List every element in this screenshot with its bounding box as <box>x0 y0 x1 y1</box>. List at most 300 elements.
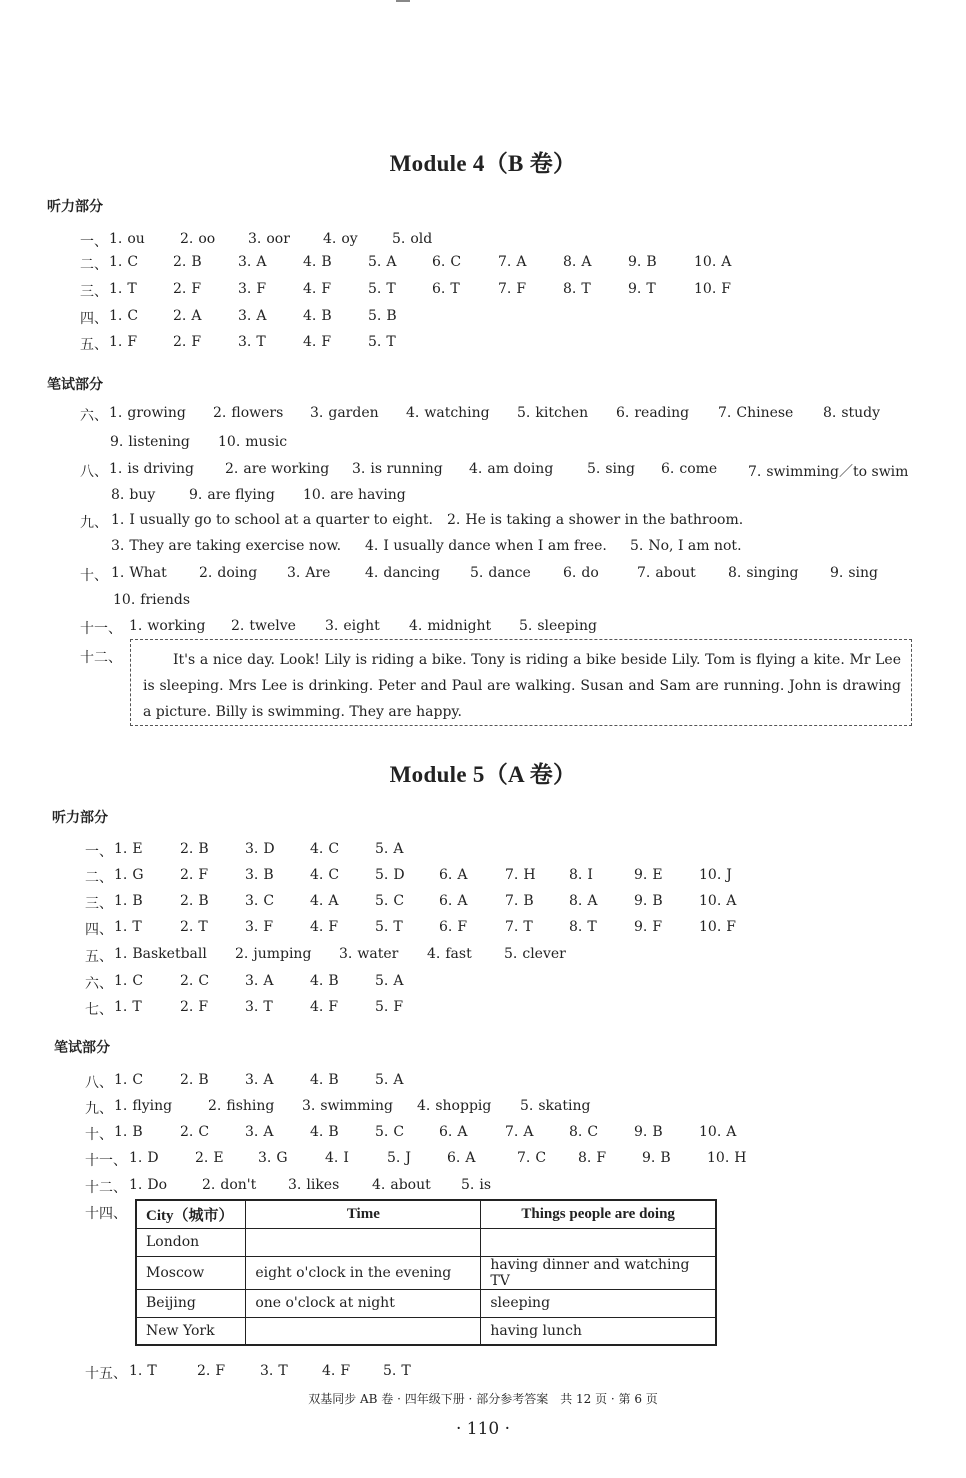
answer-number: 5. <box>520 1098 534 1114</box>
answer-item <box>339 946 398 962</box>
answer-number: 6. <box>439 919 453 935</box>
answer-item <box>699 867 732 883</box>
answer-value: come <box>679 461 718 477</box>
answer-item <box>310 999 338 1015</box>
answer-item <box>642 1150 671 1166</box>
answer-item <box>310 919 338 935</box>
answer-number: 8. <box>569 919 583 935</box>
answer-item <box>114 999 142 1015</box>
answer-item <box>109 405 186 421</box>
answer-number: 1. <box>114 867 128 883</box>
answer-value: swimming <box>320 1098 394 1114</box>
answer-row <box>80 487 900 507</box>
answer-item <box>129 1363 157 1379</box>
answer-value: G <box>132 867 144 883</box>
answer-number: 5. <box>375 1072 389 1088</box>
table-cell: sleeping <box>481 1289 716 1317</box>
answer-item <box>830 565 878 581</box>
answer-number: 3. <box>245 919 259 935</box>
answer-item <box>114 841 143 857</box>
answer-item <box>563 565 599 581</box>
answer-item <box>180 919 208 935</box>
answer-value: F <box>516 281 527 297</box>
answer-item <box>114 867 144 883</box>
answer-item <box>235 946 311 962</box>
answer-item <box>245 1072 273 1088</box>
answer-item <box>699 919 736 935</box>
answer-number: 3. <box>238 308 252 324</box>
answer-item <box>245 1124 273 1140</box>
answer-value: oy <box>341 231 358 247</box>
answer-number: 2. <box>235 946 249 962</box>
answer-item <box>114 893 143 909</box>
table-cell: having lunch <box>481 1317 716 1345</box>
answer-value: B <box>328 1124 339 1140</box>
answer-number: 5. <box>587 461 601 477</box>
answer-value: T <box>278 1363 288 1379</box>
answer-number: 4. <box>372 1177 386 1193</box>
answer-item <box>173 334 201 350</box>
answer-item <box>694 254 731 270</box>
answer-item <box>109 254 138 270</box>
answer-number: 4. <box>409 618 423 634</box>
answer-item <box>173 254 202 270</box>
answer-number: 9. <box>110 434 124 450</box>
answer-number: 1. <box>129 1150 143 1166</box>
answer-row <box>80 618 900 638</box>
answer-value: water <box>357 946 399 962</box>
answer-item <box>587 461 635 477</box>
answer-number: 9. <box>634 919 648 935</box>
answer-item <box>213 405 283 421</box>
answer-item <box>375 1072 403 1088</box>
answer-item <box>517 1150 546 1166</box>
answer-row <box>85 1124 900 1144</box>
answer-item <box>310 405 379 421</box>
answer-page: Module 4（B 卷） 听力部分 笔试部分 一、 1. ou 2. oo 3. oor 4. oy 5. old 二、 1. C 2. B 3. A 4. B 5. A 6. C 7. A 8. A 9. B 10. A 三、 1. T 2. F 3. F 4. F 5. T 6. T 7. F 8. T 9. T 10. F 四、 1. C 2. A 3. A 4. B 5. B 五、 1. F 2. F 3. T 4. F 5. T 六、 1. growing 2. flowers 3. garden 4. watching 5. kitchen 6. reading 7. Chinese 8. study 9. listening 10. music 八、 1. is driving 2. are working 3. is running 4. am doing 5. sing 6. come 7. swimming／to swim 8. buy 9. are flying 10. are having 九、 1. I usually go to school at a quarter to eight. 2. He is taking a shower in the bathroom. 3. They are taking exercise now. 4. I usually dance when I am free. 5. No, I am not. 十、 1. What 2. doing 3. Are 4. dancing 5. dance 6. do 7. about 8. singing 9. sing 10. friends 十一、 1. working 2. twelve 3. eight 4. midnight 5. sleeping 十二、 It's a nice day. Look! Lily is riding a bike. Tony is riding a bike beside Lily. Tom is flying a kite. Mr Lee is sleeping. Mrs Lee is drinking. Peter and Paul are walking. Susan and Sam are running. John is drawing a picture. Billy is swimming. They are happy. Module 5（A 卷） 听力部分 笔试部分 一、 1. E 2. B 3. D 4. C 5. A 二、 1. G 2. F 3. B 4. C 5. D 6. A 7. H 8. I 9. E 10. J 三、 1. B 2. B 3. C 4. A 5. C 6. A 7. B 8. A 9. B 10. A 四、 1. T 2. T 3. F 4. F 5. T 6. F 7. T 8. T 9. F 10. F 五、 1. Basketball 2. jumping 3. water 4. fast 5. clever 六、 1. C 2. C 3. A 4. B 5. A 七、 1. T 2. F 3. T 4. F 5. F 八、 1. C 2. B 3. A 4. B 5. A 九、 1. flying 2. fishing 3. swimming 4. shoppig 5. skating 十、 1. B 2. C 3. A 4. B 5. C 6. A 7. A 8. C 9. B 10. A 十一、 1. D 2. E 3. G 4. I 5. J 6. A 7. C 8. F 9. B 10. H 十二、 1. Do 2. don't 3. likes 4. about 5. is 十五、 1. T 2. F 3. T 4. F 5. T 十四、 City（城市） Time Things people are doing London Moscow eight o'clock in the evening having dinner and watching TV Beijing one o'clock at night sleeping New York having lunch 双基同步 AB 卷 · 四年级下册 · 部分参考答案 共 12 页 · 第 6 页 · 110 · <box>0 0 966 1478</box>
answer-item <box>288 1177 339 1193</box>
answer-row <box>85 999 900 1019</box>
answer-number: 2. <box>173 308 187 324</box>
answer-item <box>195 1150 224 1166</box>
answer-item <box>258 1150 288 1166</box>
answer-item <box>718 405 793 421</box>
answer-number: 7. <box>505 1124 519 1140</box>
answer-item <box>180 999 208 1015</box>
answer-value: B <box>198 841 209 857</box>
question-group-label: 四、 <box>80 311 108 327</box>
answer-item <box>517 405 588 421</box>
answer-number: 5. <box>368 254 382 270</box>
answer-item <box>439 893 467 909</box>
answer-number: 7. <box>498 281 512 297</box>
answer-number: 4. <box>469 461 483 477</box>
answer-number: 6. <box>563 565 577 581</box>
answer-value: T <box>401 1363 411 1379</box>
answer-number: 3. <box>245 867 259 883</box>
answer-item <box>505 919 533 935</box>
answer-item <box>114 1072 143 1088</box>
answer-value: C <box>393 1124 405 1140</box>
answer-item <box>375 999 403 1015</box>
answer-value: C <box>263 893 275 909</box>
answer-item <box>197 1363 225 1379</box>
top-mark <box>396 0 410 2</box>
answer-value: music <box>245 434 288 450</box>
answer-value: T <box>450 281 460 297</box>
answer-number: 9. <box>634 1124 648 1140</box>
answer-item <box>303 308 332 324</box>
answer-item <box>303 281 331 297</box>
answer-value: singing <box>746 565 799 581</box>
answer-number: 5. <box>375 841 389 857</box>
answer-number: 4. <box>325 1150 339 1166</box>
answer-number: 2. <box>180 893 194 909</box>
answer-number: 3. <box>302 1098 316 1114</box>
answer-item <box>368 308 397 324</box>
answer-row <box>80 281 900 301</box>
answer-number: 7. <box>505 919 519 935</box>
answer-item <box>310 893 338 909</box>
answer-value: Do <box>147 1177 168 1193</box>
answer-item <box>427 946 472 962</box>
table-header-time: Time <box>246 1200 481 1228</box>
answer-number: 6. <box>439 1124 453 1140</box>
answer-number: 5. <box>368 281 382 297</box>
answer-row <box>80 308 900 328</box>
table-cell <box>481 1228 716 1256</box>
answer-item <box>202 1177 256 1193</box>
answer-item <box>129 1177 167 1193</box>
answer-value: sing <box>605 461 635 477</box>
answer-value: F <box>127 334 138 350</box>
answer-item <box>287 565 330 581</box>
answer-item <box>375 1124 404 1140</box>
answer-item <box>245 867 274 883</box>
answer-value: D <box>393 867 405 883</box>
answer-number: 3. <box>248 231 262 247</box>
answer-value: working <box>147 618 206 634</box>
answer-number: 9. <box>830 565 844 581</box>
answer-value: C <box>127 254 139 270</box>
answer-item <box>325 1150 349 1166</box>
answer-number: 5. <box>375 1124 389 1140</box>
answer-item <box>199 565 257 581</box>
answer-value: garden <box>328 405 379 421</box>
answer-item <box>432 254 461 270</box>
answer-item <box>637 565 696 581</box>
question-group-label: 一、 <box>85 844 113 860</box>
question-group-label: 九、 <box>80 515 108 531</box>
answer-number: 4. <box>310 841 324 857</box>
answer-item <box>569 893 597 909</box>
answer-number: 8. <box>569 893 583 909</box>
answer-value: growing <box>127 405 186 421</box>
answer-value: clever <box>522 946 566 962</box>
answer-number: 1. <box>109 231 123 247</box>
answer-value: T <box>147 1363 157 1379</box>
answer-number: 1. <box>114 1098 128 1114</box>
answer-value: T <box>132 919 142 935</box>
answer-number: 2. <box>199 565 213 581</box>
answer-item <box>498 281 526 297</box>
answer-item <box>634 1124 663 1140</box>
answer-item <box>245 841 275 857</box>
answer-value: No, I am not. <box>648 538 742 554</box>
answer-value: A <box>457 893 468 909</box>
answer-number: 9. <box>628 281 642 297</box>
answer-value: Basketball <box>132 946 207 962</box>
answer-item <box>303 334 331 350</box>
answer-value: F <box>596 1150 607 1166</box>
answer-number: 1. <box>114 1124 128 1140</box>
answer-value: twelve <box>249 618 296 634</box>
answer-value: G <box>276 1150 288 1166</box>
answer-value: T <box>523 919 533 935</box>
question-group-label: 二、 <box>80 257 108 273</box>
answer-value: B <box>328 973 339 989</box>
answer-item <box>245 919 273 935</box>
answer-row <box>85 946 900 966</box>
answer-item <box>180 841 209 857</box>
answer-number: 2. <box>173 334 187 350</box>
answer-row <box>80 254 900 274</box>
answer-row <box>80 538 900 558</box>
answer-value: F <box>191 281 202 297</box>
answer-number: 9. <box>634 893 648 909</box>
answer-value: sing <box>848 565 878 581</box>
question-group-label: 十、 <box>85 1127 113 1143</box>
answer-row <box>80 405 900 425</box>
answer-item <box>563 281 591 297</box>
answer-item <box>634 867 663 883</box>
answer-value: T <box>263 999 273 1015</box>
answer-value: C <box>393 893 405 909</box>
answer-value: dancing <box>383 565 440 581</box>
answer-number: 1. <box>114 1072 128 1088</box>
answer-number: 5. <box>375 893 389 909</box>
answer-number: 1. <box>109 461 123 477</box>
table-row <box>136 1317 716 1345</box>
module4-title: Module 4（B 卷） <box>389 151 577 176</box>
answer-item <box>439 919 467 935</box>
answer-item <box>109 231 145 247</box>
answer-item <box>504 946 566 962</box>
answer-item <box>310 973 339 989</box>
answer-value: A <box>263 973 274 989</box>
answer-value: is driving <box>127 461 194 477</box>
answer-number: 2. <box>180 973 194 989</box>
answer-number: 7. <box>505 867 519 883</box>
answer-value: I <box>343 1150 349 1166</box>
answer-item <box>109 281 137 297</box>
answer-value: don't <box>220 1177 257 1193</box>
answer-value: B <box>191 254 202 270</box>
module5-listening-title: 听力部分 <box>52 810 108 826</box>
answer-value: am doing <box>487 461 554 477</box>
answer-number: 5. <box>387 1150 401 1166</box>
answer-number: 6. <box>432 281 446 297</box>
answer-value: flying <box>132 1098 173 1114</box>
answer-value: A <box>465 1150 476 1166</box>
question-group-label: 十、 <box>80 568 108 584</box>
answer-value: F <box>393 999 404 1015</box>
answer-item <box>245 999 273 1015</box>
answer-value: A <box>256 254 267 270</box>
answer-item <box>180 867 208 883</box>
answer-item <box>245 973 273 989</box>
answer-value: C <box>587 1124 599 1140</box>
answer-row <box>85 841 900 861</box>
answer-value: A <box>393 1072 404 1088</box>
answer-value: friends <box>140 592 191 608</box>
answer-item <box>231 618 296 634</box>
answer-value: A <box>581 254 592 270</box>
module5-title: Module 5（A 卷） <box>389 762 577 787</box>
answer-item <box>699 893 736 909</box>
answer-value: eight <box>343 618 380 634</box>
question-group-label: 一、 <box>80 234 108 250</box>
answer-number: 1. <box>111 565 125 581</box>
answer-item <box>114 973 143 989</box>
answer-value: E <box>652 867 663 883</box>
answer-item <box>498 254 526 270</box>
answer-value: A <box>328 893 339 909</box>
answer-number: 2. <box>195 1150 209 1166</box>
answer-number: 10. <box>694 254 717 270</box>
answer-number: 4. <box>303 281 317 297</box>
answer-value: A <box>457 867 468 883</box>
answer-paragraph-box <box>130 639 912 726</box>
answer-value: A <box>516 254 527 270</box>
answer-item <box>392 231 432 247</box>
question-group-label: 八、 <box>80 464 108 480</box>
answer-number: 4. <box>303 308 317 324</box>
answer-number: 2. <box>180 231 194 247</box>
answer-item <box>699 1124 736 1140</box>
answer-item <box>111 538 341 554</box>
answer-item <box>365 538 607 554</box>
answer-number: 4. <box>417 1098 431 1114</box>
answer-item <box>661 461 717 477</box>
answer-row <box>85 973 900 993</box>
answer-number: 3. <box>245 893 259 909</box>
answer-number: 10. <box>699 1124 722 1140</box>
answer-value: swimming／to swim <box>766 464 909 480</box>
answer-number: 1. <box>109 281 123 297</box>
answer-value: C <box>328 841 340 857</box>
answer-number: 3. <box>245 1072 259 1088</box>
answer-item <box>375 867 405 883</box>
answer-number: 3. <box>111 538 125 554</box>
answer-item <box>238 308 266 324</box>
answer-number: 10. <box>699 867 722 883</box>
answer-value: A <box>726 1124 737 1140</box>
answer-item <box>409 618 491 634</box>
answer-row <box>80 512 900 532</box>
answer-number: 2. <box>208 1098 222 1114</box>
answer-number: 4. <box>427 946 441 962</box>
answer-value: C <box>127 308 139 324</box>
answer-value: B <box>132 1124 143 1140</box>
answer-value: likes <box>306 1177 340 1193</box>
answer-number: 2. <box>180 999 194 1015</box>
answer-number: 2. <box>173 281 187 297</box>
answer-value: kitchen <box>535 405 589 421</box>
answer-value: T <box>587 919 597 935</box>
answer-number: 5. <box>504 946 518 962</box>
answer-value: A <box>721 254 732 270</box>
answer-item <box>748 461 908 481</box>
question-group-label: 八、 <box>85 1075 113 1091</box>
answer-item <box>439 867 467 883</box>
answer-item <box>310 841 339 857</box>
answer-number: 10. <box>699 919 722 935</box>
answer-value: F <box>198 867 209 883</box>
answer-value: ou <box>127 231 145 247</box>
answer-value: B <box>198 1072 209 1088</box>
answer-number: 1. <box>111 512 125 528</box>
answer-item <box>180 893 209 909</box>
answer-number: 10. <box>113 592 136 608</box>
answer-item <box>245 893 274 909</box>
question-group-label: 七、 <box>85 1002 113 1018</box>
answer-value: What <box>129 565 167 581</box>
answer-item <box>310 1124 339 1140</box>
answer-item <box>368 254 396 270</box>
answer-value: reading <box>634 405 690 421</box>
answer-number: 3. <box>287 565 301 581</box>
answer-value: oo <box>198 231 216 247</box>
answer-item <box>694 281 731 297</box>
answer-item <box>372 1177 431 1193</box>
answer-item <box>218 434 287 450</box>
answer-number: 7. <box>637 565 651 581</box>
answer-number: 3. <box>238 281 252 297</box>
answer-value: oor <box>266 231 290 247</box>
answer-number: 2. <box>180 1124 194 1140</box>
answer-row <box>80 565 900 585</box>
answer-number: 7. <box>498 254 512 270</box>
answer-item <box>248 231 290 247</box>
answer-number: 9. <box>189 487 203 503</box>
answer-number: 3. <box>288 1177 302 1193</box>
answer-item <box>432 281 460 297</box>
answer-item <box>180 973 209 989</box>
answer-value: E <box>213 1150 224 1166</box>
answer-number: 6. <box>616 405 630 421</box>
answer-number: 4. <box>310 867 324 883</box>
answer-item <box>189 487 275 503</box>
answer-number: 2. <box>231 618 245 634</box>
answer-number: 10. <box>694 281 717 297</box>
answer-number: 2. <box>180 841 194 857</box>
table-cell <box>246 1228 481 1256</box>
answer-value: are working <box>243 461 330 477</box>
answer-row <box>80 461 909 481</box>
question-group-label: 三、 <box>80 284 108 300</box>
answer-number: 5. <box>375 867 389 883</box>
answer-number: 6. <box>439 893 453 909</box>
answer-number: 3. <box>245 973 259 989</box>
answer-number: 1. <box>114 946 128 962</box>
answer-item <box>569 919 597 935</box>
answer-item <box>634 893 663 909</box>
answer-value: F <box>328 999 339 1015</box>
answer-value: F <box>328 919 339 935</box>
answer-number: 3. <box>260 1363 274 1379</box>
question-group-label: 五、 <box>85 949 113 965</box>
